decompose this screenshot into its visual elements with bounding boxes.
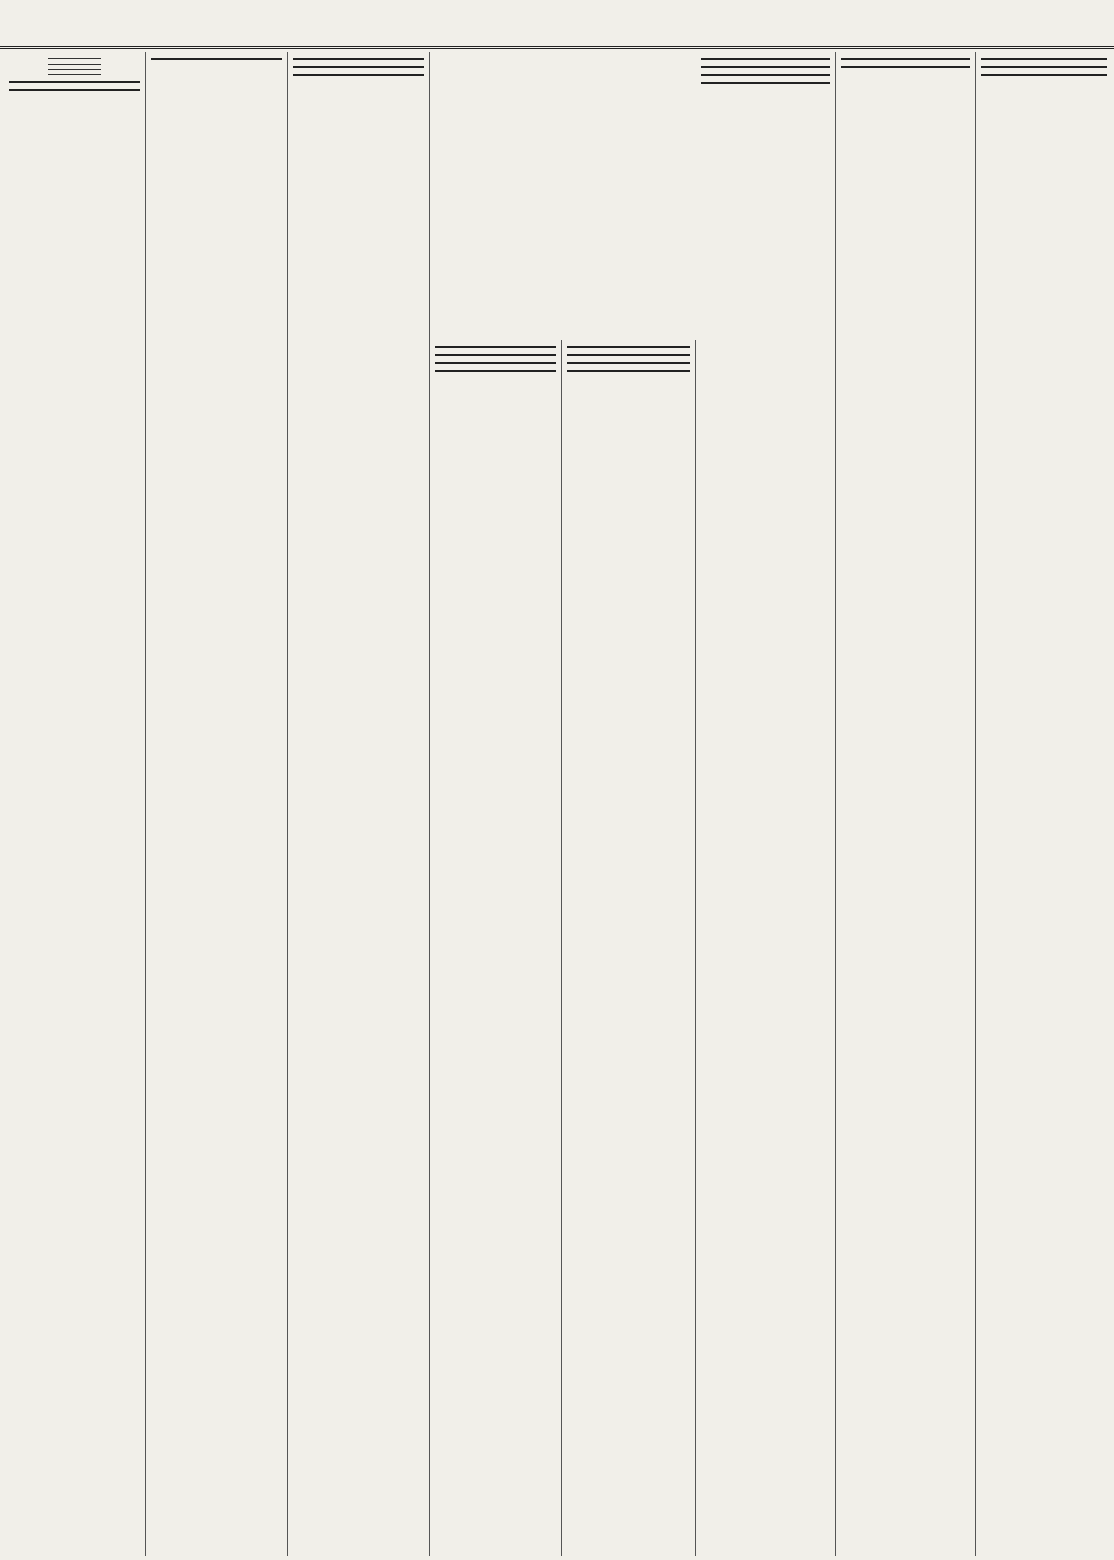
column-world-problems [976, 52, 1112, 1556]
column-british-farming [836, 52, 976, 1556]
column-freedom-press [696, 52, 836, 1556]
masthead [0, 0, 1114, 49]
column-damage-credit [562, 340, 696, 1556]
column-hint-conspiracy [430, 340, 562, 1556]
column-wool [288, 52, 430, 1556]
